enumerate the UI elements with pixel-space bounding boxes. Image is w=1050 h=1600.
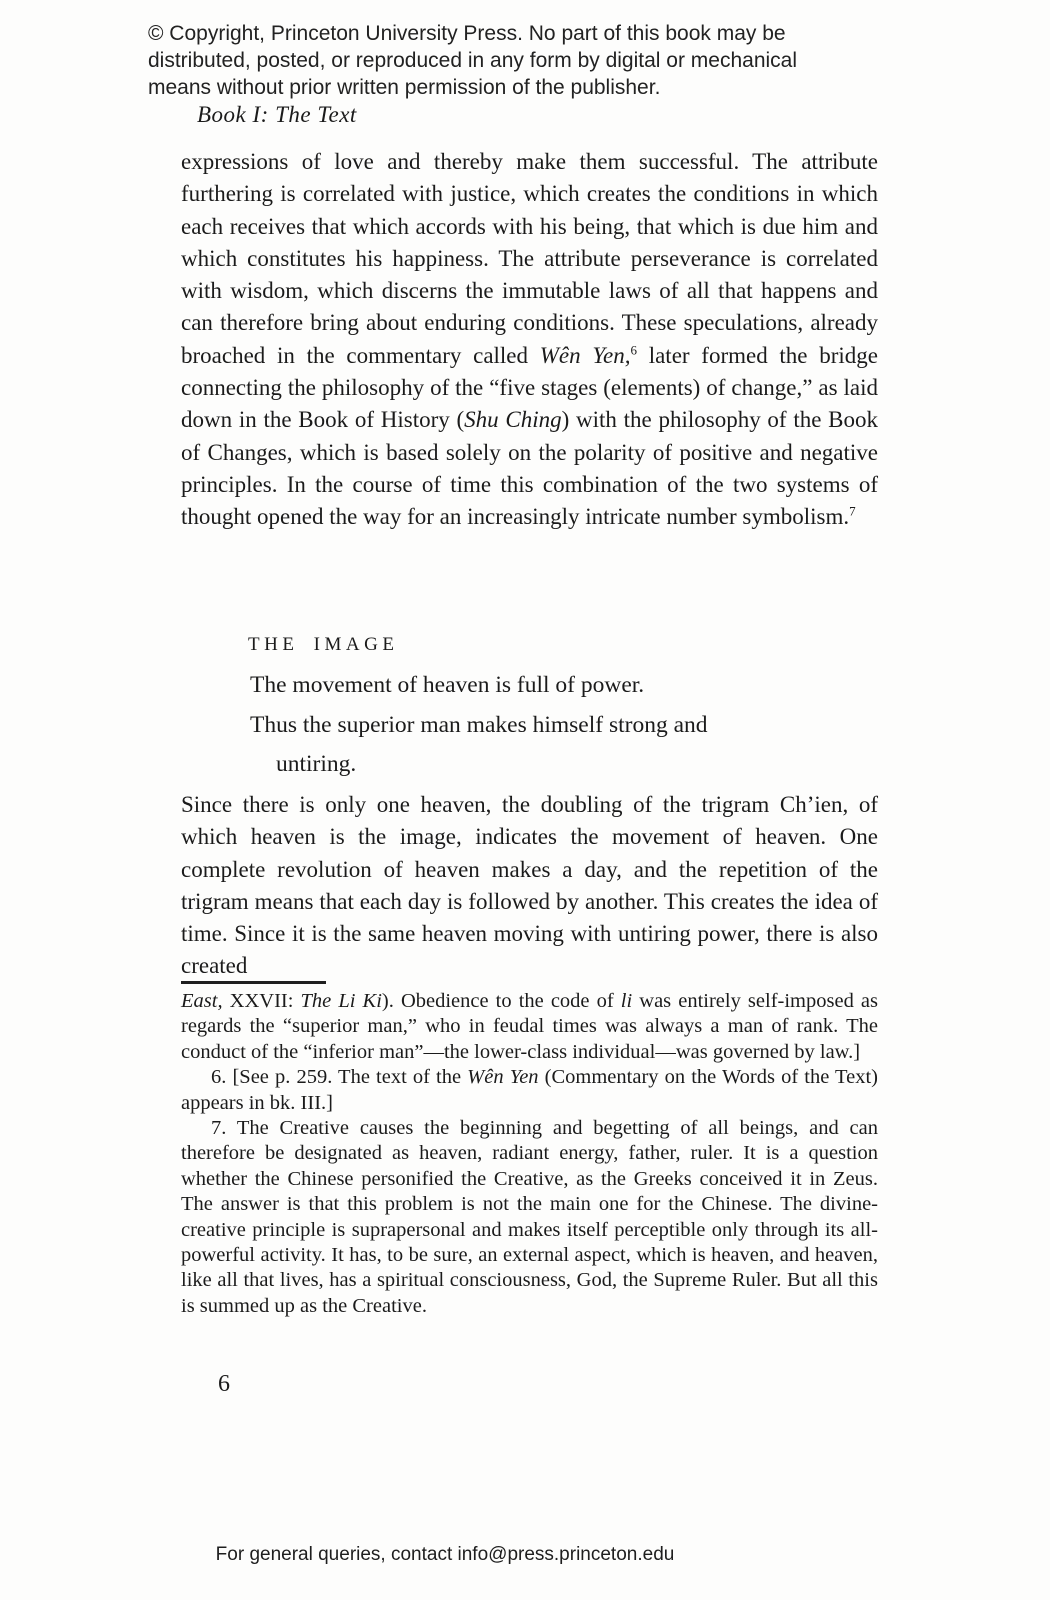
verse-line: untiring. [276,751,357,777]
footnote-ref-7: 7 [849,503,856,519]
footer-contact: For general queries, contact info@press.princeton.edu [215,1544,675,1565]
section-heading-the-image: THE IMAGE [248,634,399,655]
title-wen-yen: Wên Yen [467,1066,539,1089]
footnote-6 [181,1065,878,1116]
copyright-line: means without prior written permission of the publisher. [148,76,661,99]
copyright-notice [148,20,918,101]
copyright-line: © Copyright, Princeton University Press. No part of this book may be [148,22,786,45]
text-segment: li [620,990,633,1012]
copyright-line: distributed, posted, or reproduced in any form by digital or mechanical [148,49,798,72]
body-paragraph-2: Since there is only one heaven, the doubling of the trigram Ch’ien, of which heaven is the image, indicates the movement of heaven. One complete revolution of heaven makes a day, and the repetition of the trigram means that each day is followed by another. This creates the idea of time. Since it is the same heaven moving with untiring power, there is also created [181,792,878,979]
image-verse [250,666,870,785]
text-segment: expressions of love and thereby make them successful. The attribute furthering is correlated with justice, which creates the conditions in which each receives that which accords with his being, that which is due him and which constitutes his happiness. The attribute perseverance is correlated with wisdom, which discerns the immutable laws of all that happens and can therefore bring about enduring conditions. These speculations, already broached in the commentary called [181,149,878,368]
text-segment: East, [181,990,223,1012]
text-segment: ) with the philosophy of the Book of Changes, which is based solely on the polarity of positive and negative principles. In the course of time this combination of the two systems of thought opened the way for an increasingly intricate number symbolism. [181,407,878,530]
text-segment: 6. [See p. 259. The text of the [211,1066,468,1089]
footnote-ref-6: 6 [630,342,637,358]
text-segment: was entirely self-imposed as regards the “superior man,” who in feudal times was always a man of rank. The conduct of the “inferior man”—the lower-class individual—was governed by law.] [181,990,878,1063]
verse-line: Thus the superior man makes himself strong and [250,711,708,738]
footnotes-block [181,989,878,1319]
footnote-divider-rule [181,981,326,984]
text-segment: XXVII: [222,990,301,1012]
body-paragraph-1 [181,146,878,534]
running-head: Book I: The Text [197,102,357,127]
page-number: 6 [218,1371,230,1397]
text-segment: ). Obedience to the code of [381,990,621,1012]
text-segment: (Commentary on the Words of the Text) appears in bk. III.] [181,1066,878,1114]
text-segment: later formed the bridge connecting the philosophy of the “five stages (elements) of change,” as laid down in the Book of History ( [181,342,878,433]
footnote-continuation [181,989,878,1065]
title-li-ki: The Li Ki [300,990,382,1012]
footnote-7: 7. The Creative causes the beginning and begetting of all beings, and can therefore be designated as heaven, radiant energy, father, ruler. It is a question whether the Chinese personified the Creative, as the Greeks conceived it in Zeus. The answer is that this problem is not the main one for the Chinese. The divine-creative principle is suprapersonal and makes itself perceptible only through its all-powerful activity. It has, to be sure, an external aspect, which is heaven, and heaven, like all that lives, has a spiritual consciousness, God, the Supreme Ruler. But all this is summed up as the Creative. [181,1117,878,1317]
verse-line: The movement of heaven is full of power. [250,672,645,698]
title-wen-yen: Wên Yen, [539,342,631,368]
title-shu-ching: Shu Ching [464,407,562,433]
